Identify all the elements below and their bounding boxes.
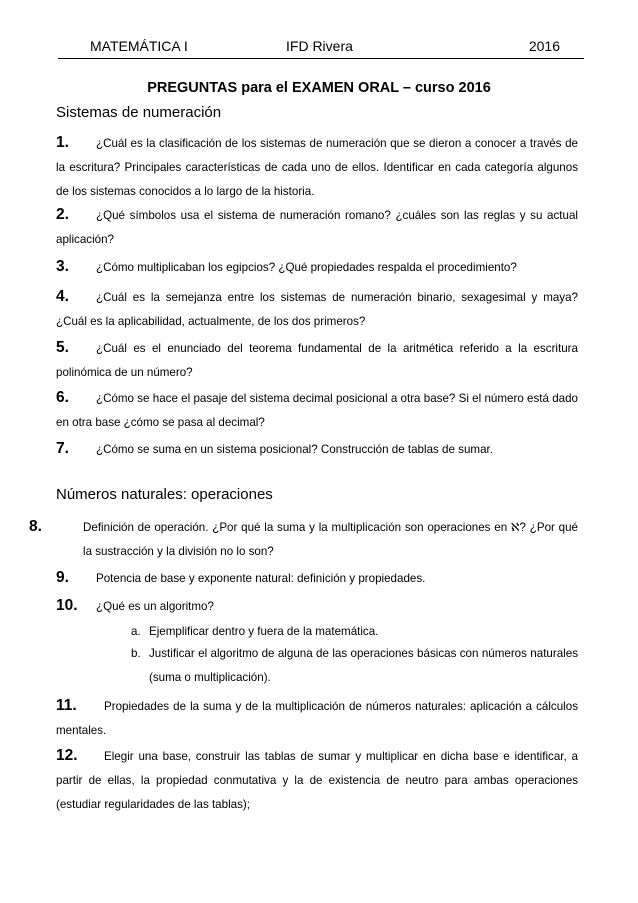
question-3 (56, 255, 578, 280)
question-number: 4. (56, 288, 69, 305)
question-9 (56, 566, 578, 591)
question-number: 11. (56, 697, 77, 714)
question-text: ¿Cuál es la semejanza entre los sistemas de numeración binario, sexagesimal y maya? ¿Cuál es la aplicabilidad, actualmente, de los dos primeros? (56, 291, 578, 328)
subitem-a (131, 620, 578, 644)
question-number: 7. (56, 440, 69, 457)
subitem-b (131, 642, 578, 690)
question-2 (56, 203, 578, 252)
question-4 (56, 285, 578, 334)
question-text: ¿Cómo se hace el pasaje del sistema decimal posicional a otra base? Si el número está dado en otra base ¿cómo se pasa al decimal? (56, 392, 578, 429)
subitem-text: Ejemplificar dentro y fuera de la matemática. (149, 625, 379, 638)
document-title: PREGUNTAS para el EXAMEN ORAL – curso 2016 (147, 80, 491, 96)
subitem-label: b. (131, 647, 141, 660)
question-number: 9. (56, 569, 69, 586)
section-heading-natural-numbers: Números naturales: operaciones (56, 486, 273, 503)
question-text: ¿Cómo se suma en un sistema posicional? Construcción de tablas de sumar. (96, 443, 493, 456)
question-text: Potencia de base y exponente natural: definición y propiedades. (96, 572, 426, 585)
header-institution: IFD Rivera (286, 38, 353, 54)
header-year: 2016 (528, 38, 560, 54)
subitem-label: a. (131, 625, 141, 638)
question-11 (56, 694, 578, 743)
question-text: ¿Cuál es la clasificación de los sistemas de numeración que se dieron a conocer a través de la escritura? Principales características de cada uno de ellos. Identificar en cada categoría algunos de los sistemas conocidos a lo largo de la historia. (56, 137, 578, 198)
subitem-text: Justificar el algoritmo de alguna de las operaciones básicas con números naturales (suma o multiplicación). (149, 647, 578, 684)
page-header (58, 36, 584, 59)
question-text: ¿Cuál es el enunciado del teorema fundamental de la aritmética referido a la escritura polinómica de un número? (56, 342, 578, 379)
question-number: 10. (56, 597, 78, 614)
question-number: 1. (56, 134, 69, 151)
question-1 (56, 131, 578, 204)
question-text: Elegir una base, construir las tablas de sumar y multiplicar en dicha base e identificar, a partir de ellas, la propiedad conmutativa y la de existencia de neutro para ambas operaciones (estudiar regularidades de las tablas); (56, 750, 578, 811)
question-12 (56, 744, 578, 817)
question-number: 3. (56, 258, 69, 275)
question-text: ¿Qué símbolos usa el sistema de numeración romano? ¿cuáles son las reglas y su actual aplicación? (56, 209, 578, 246)
question-8 (29, 515, 578, 564)
question-5 (56, 336, 578, 385)
question-number: 6. (56, 389, 69, 406)
question-number: 12. (56, 747, 78, 764)
question-text: Propiedades de la suma y de la multiplicación de números naturales: aplicación a cálculos mentales. (56, 700, 578, 737)
question-6 (56, 386, 578, 435)
question-text: ¿Cómo multiplicaban los egipcios? ¿Qué propiedades respalda el procedimiento? (96, 261, 517, 274)
question-10 (56, 594, 578, 619)
question-7 (56, 437, 578, 462)
section-heading-numeration: Sistemas de numeración (56, 104, 222, 121)
question-text: Definición de operación. ¿Por qué la suma y la multiplicación son operaciones en ℵ? ¿Por qué la sustracción y la división no lo son? (83, 521, 578, 558)
question-number: 5. (56, 339, 69, 356)
header-course: MATEMÁTICA I (90, 38, 188, 54)
question-text: ¿Qué es un algoritmo? (96, 600, 214, 613)
question-number: 2. (56, 206, 69, 223)
question-number: 8. (29, 518, 42, 535)
